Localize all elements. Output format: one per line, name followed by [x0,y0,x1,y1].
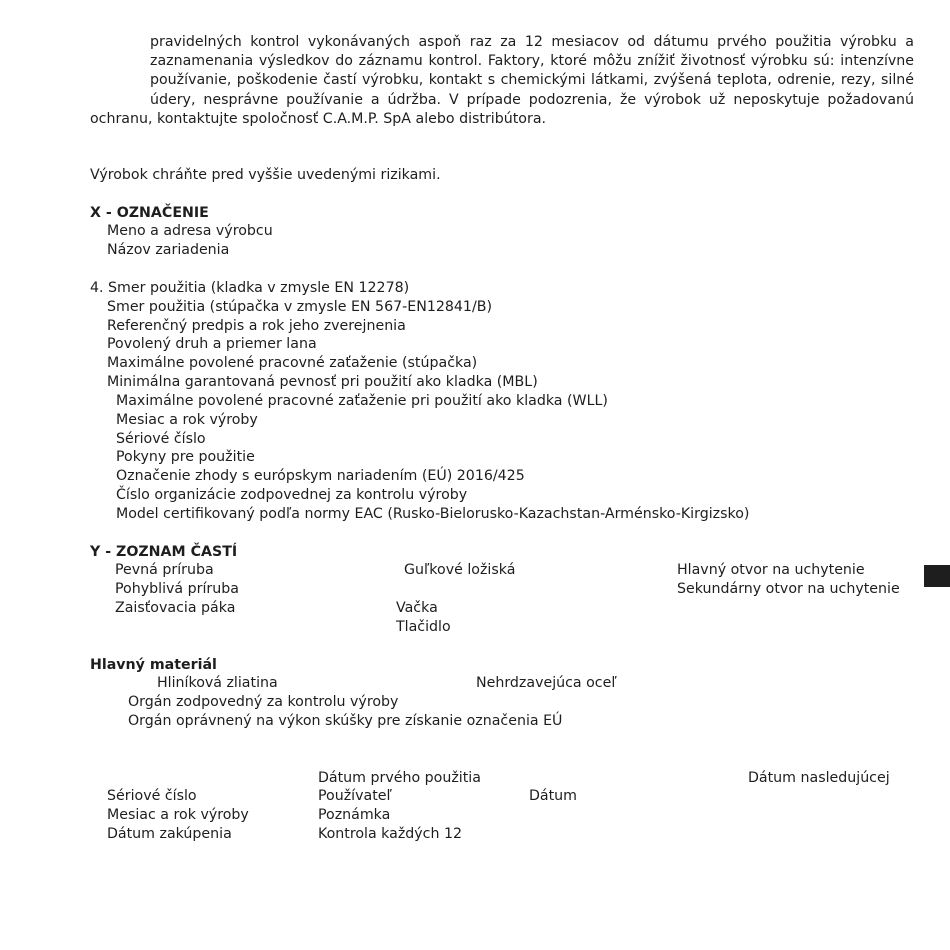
material-item: Hliníková zliatina [157,675,278,691]
intro-line: pravidelných kontrol vykonávaných aspoň raz za 12 mesiacov od dátumu prvého použitia výrobku a [150,34,914,50]
org-responsible: Orgán zodpovedný za kontrolu výroby [128,694,399,710]
record-serial: Sériové číslo [107,788,197,804]
part-item: Sekundárny otvor na uchytenie [677,581,900,597]
part-item: Pohyblivá príruba [115,581,239,597]
page-tab-marker [924,565,950,587]
marking-item: Označenie zhody s európskym nariadením (EÚ) 2016/425 [116,468,525,484]
marking-item: Smer použitia (stúpačka v zmysle EN 567-EN12841/B) [107,299,493,315]
material-item: Nehrdzavejúca oceľ [476,675,617,691]
marking-item: Názov zariadenia [107,242,230,258]
part-item: Pevná príruba [115,562,214,578]
intro-line: údery, nesprávne používanie a údržba. V prípade podozrenia, že výrobok už neposkytuje požadovanú [150,91,914,108]
marking-item: Pokyny pre použitie [116,449,255,465]
marking-item: Referenčný predpis a rok jeho zverejnenia [107,318,406,334]
marking-item: Mesiac a rok výroby [116,412,258,428]
marking-item: Maximálne povolené pracovné zaťaženie (stúpačka) [107,355,478,371]
record-user: Používateľ [318,788,392,804]
intro-line: používanie, poškodenie častí výrobku, kontakt s chemickými látkami, zvýšená teplota, odrenie, rezy, silné [150,72,914,89]
marking-item: Minimálna garantovaná pevnosť pri použití ako kladka (MBL) [107,374,538,390]
marking-item: Číslo organizácie zodpovednej za kontrolu výroby [116,487,468,503]
record-month-year: Mesiac a rok výroby [107,807,249,823]
org-authorized: Orgán oprávnený na výkon skúšky pre získanie označenia EÚ [128,713,563,729]
parts-heading: Y - ZOZNAM ČASTÍ [90,544,238,560]
record-purchase: Dátum zakúpenia [107,826,232,842]
marking-heading: X - OZNAČENIE [90,205,209,221]
marking-item: Maximálne povolené pracovné zaťaženie pri použití ako kladka (WLL) [116,393,608,409]
part-item: Hlavný otvor na uchytenie [677,562,865,578]
protect-note: Výrobok chráňte pred vyššie uvedenými rizikami. [90,167,441,183]
marking-item: Model certifikovaný podľa normy EAC (Rusko-Bielorusko-Kazachstan-Arménsko-Kirgizsko) [116,506,750,522]
marking-item: 4. Smer použitia (kladka v zmysle EN 12278) [90,280,410,296]
intro-line: zaznamenania výsledkov do záznamu kontrol. Faktory, ktoré môžu znížiť životnosť výrobku sú: intenzívne [150,53,914,70]
marking-item: Sériové číslo [116,431,206,447]
record-note: Poznámka [318,807,391,823]
part-item: Zaisťovacia páka [115,600,236,616]
record-check: Kontrola každých 12 [318,826,463,842]
record-date: Dátum [529,788,577,804]
part-item: Tlačidlo [396,619,451,635]
intro-paragraph [90,33,914,129]
marking-item: Povolený druh a priemer lana [107,336,317,352]
material-heading: Hlavný materiál [90,657,217,673]
intro-line: ochranu, kontaktujte spoločnosť C.A.M.P. SpA alebo distribútora. [90,110,547,127]
part-item: Vačka [396,600,438,616]
record-first-use: Dátum prvého použitia [318,770,481,786]
part-item: Guľkové ložiská [404,562,516,578]
marking-item: Meno a adresa výrobcu [107,223,273,239]
record-next: Dátum nasledujúcej [748,770,890,786]
